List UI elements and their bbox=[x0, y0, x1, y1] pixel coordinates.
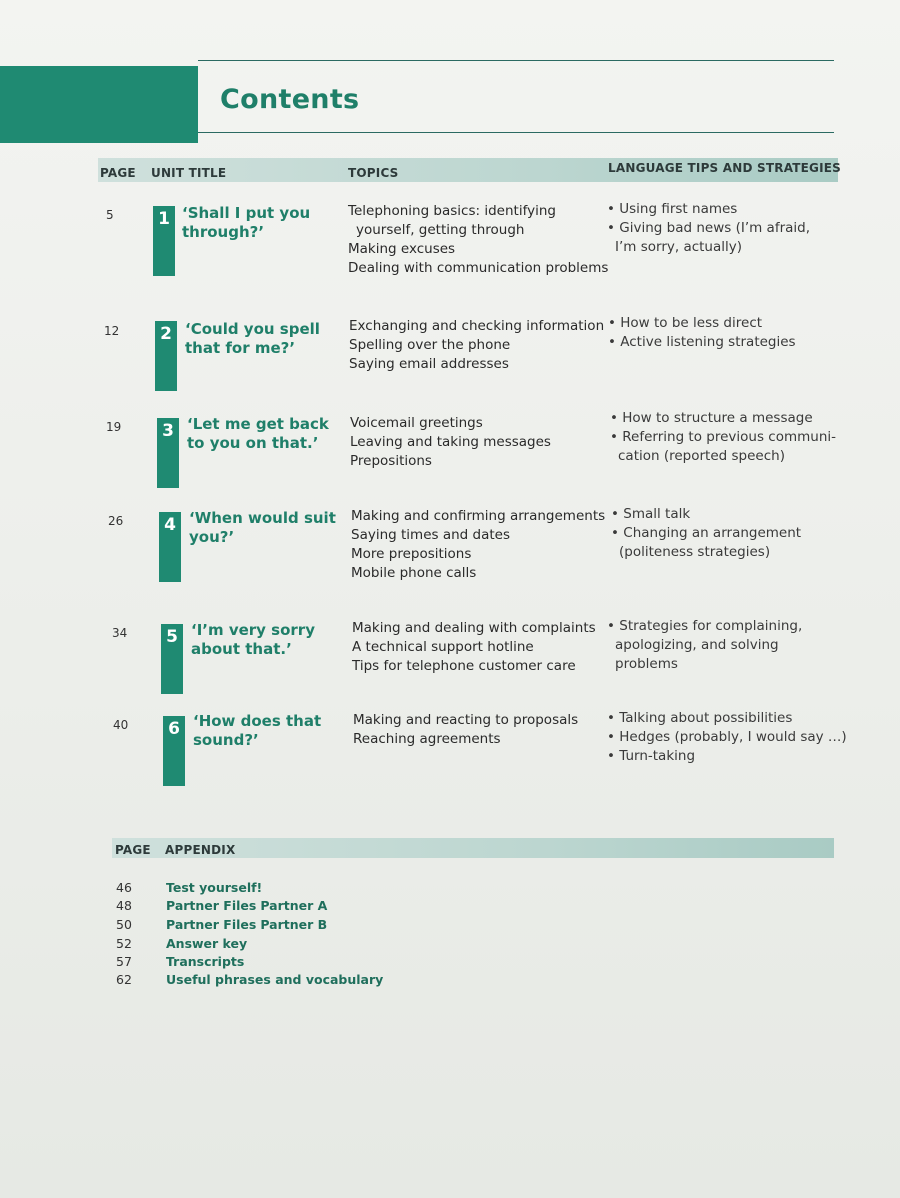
unit-topics bbox=[353, 711, 613, 749]
tip-item: • Giving bad news (I’m afraid, bbox=[607, 219, 847, 238]
appendix-title-text: Test yourself! bbox=[166, 880, 263, 895]
appendix-title[interactable] bbox=[166, 936, 247, 951]
unit-number-badge bbox=[155, 321, 177, 391]
topic-item: Leaving and taking messages bbox=[350, 434, 551, 450]
unit-topics bbox=[351, 507, 611, 583]
topic-item: Dealing with communication problems bbox=[348, 260, 609, 276]
topic-item: Saying email addresses bbox=[349, 356, 509, 372]
header-rule-top bbox=[198, 60, 834, 61]
appendix-title-text: Answer key bbox=[166, 936, 248, 951]
tip-item: • Small talk bbox=[611, 505, 851, 524]
tip-item: • Strategies for complaining, bbox=[607, 617, 847, 636]
unit-number: 6 bbox=[168, 719, 180, 739]
unit-tips bbox=[607, 709, 847, 766]
appendix-item[interactable] bbox=[0, 972, 900, 990]
appendix-title-text: Transcripts bbox=[166, 954, 245, 969]
unit-number: 2 bbox=[160, 324, 172, 344]
topic-item: A technical support hotline bbox=[352, 639, 534, 655]
appendix-title-text: Partner Files bbox=[166, 898, 257, 913]
unit-topics bbox=[350, 414, 610, 471]
topic-item: Making and dealing with complaints bbox=[352, 620, 596, 636]
unit-page-number: 19 bbox=[106, 420, 122, 434]
appendix-title[interactable] bbox=[166, 880, 262, 895]
column-header-tips: LANGUAGE TIPS AND STRATEGIES bbox=[608, 161, 842, 175]
unit-tips bbox=[607, 617, 847, 674]
tip-item-continued: (politeness strategies) bbox=[619, 544, 771, 560]
unit-title-line: sound?’ bbox=[193, 731, 259, 749]
appendix-title-text: Useful phrases and vocabulary bbox=[166, 972, 384, 987]
appendix-page-number: 50 bbox=[116, 917, 132, 932]
tip-item-continued: apologizing, and solving bbox=[615, 637, 779, 653]
appendix-item[interactable] bbox=[0, 898, 900, 916]
unit-tips bbox=[610, 409, 850, 466]
unit-title-line: about that.’ bbox=[191, 640, 292, 658]
unit-title[interactable] bbox=[193, 712, 353, 750]
topic-item: Reaching agreements bbox=[353, 731, 501, 747]
tip-item: • Using first names bbox=[607, 200, 847, 219]
unit-page-number: 12 bbox=[104, 324, 120, 338]
unit-number-badge bbox=[163, 716, 185, 786]
unit-number: 3 bbox=[162, 421, 174, 441]
unit-title-line: you?’ bbox=[189, 528, 235, 546]
column-header-page: PAGE bbox=[100, 166, 136, 180]
appendix-title[interactable] bbox=[166, 954, 244, 969]
unit-page-number: 34 bbox=[112, 626, 128, 640]
topic-item: Exchanging and checking information bbox=[349, 318, 605, 334]
appendix-header-bar bbox=[112, 838, 834, 858]
unit-title-line: that for me?’ bbox=[185, 339, 296, 357]
header-rule-bottom bbox=[198, 132, 834, 133]
appendix-header-page: PAGE bbox=[115, 843, 151, 857]
unit-title-line: ‘Let me get back bbox=[187, 415, 329, 433]
unit-title-line: ‘When would suit bbox=[189, 509, 336, 527]
appendix-item[interactable] bbox=[0, 880, 900, 898]
unit-number-badge bbox=[153, 206, 175, 276]
tip-item: • Referring to previous communi- bbox=[610, 428, 850, 447]
unit-number: 5 bbox=[166, 627, 178, 647]
appendix-item[interactable] bbox=[0, 917, 900, 935]
appendix-page-number: 57 bbox=[116, 954, 132, 969]
unit-title[interactable] bbox=[185, 320, 345, 358]
unit-title-line: ‘How does that bbox=[193, 712, 322, 730]
appendix-title[interactable] bbox=[166, 917, 327, 932]
unit-page-number: 40 bbox=[113, 718, 129, 732]
unit-number-badge bbox=[157, 418, 179, 488]
unit-title[interactable] bbox=[191, 621, 351, 659]
unit-number-badge bbox=[161, 624, 183, 694]
appendix-item[interactable] bbox=[0, 954, 900, 972]
title-color-block bbox=[0, 66, 198, 143]
appendix-item[interactable] bbox=[0, 936, 900, 954]
unit-title-line: through?’ bbox=[182, 223, 265, 241]
topic-item: Tips for telephone customer care bbox=[352, 658, 576, 674]
unit-number-badge bbox=[159, 512, 181, 582]
unit-title-line: ‘I’m very sorry bbox=[191, 621, 315, 639]
tip-item: • Hedges (probably, I would say …) bbox=[607, 728, 847, 747]
appendix-title-text: Partner Files bbox=[166, 917, 257, 932]
page-title: Contents bbox=[220, 84, 360, 115]
appendix-page-number: 48 bbox=[116, 898, 132, 913]
topic-item: Telephoning basics: identifying bbox=[348, 203, 556, 219]
unit-topics bbox=[349, 317, 609, 374]
unit-title-line: ‘Shall I put you bbox=[182, 204, 311, 222]
unit-page-number: 5 bbox=[106, 208, 114, 222]
tip-item: • Talking about possibilities bbox=[607, 709, 847, 728]
unit-tips bbox=[611, 505, 851, 562]
topic-item: Prepositions bbox=[350, 453, 432, 469]
tip-item: • Active listening strategies bbox=[608, 333, 848, 352]
unit-title[interactable] bbox=[187, 415, 347, 453]
tip-item: • Turn-taking bbox=[607, 747, 847, 766]
unit-page-number: 26 bbox=[108, 514, 124, 528]
tip-item-continued: problems bbox=[615, 656, 678, 672]
unit-title-line: to you on that.’ bbox=[187, 434, 319, 452]
appendix-subtitle: Partner B bbox=[260, 917, 328, 932]
appendix-title[interactable] bbox=[166, 898, 327, 913]
appendix-subtitle: Partner A bbox=[260, 898, 328, 913]
unit-title[interactable] bbox=[182, 204, 342, 242]
column-header-topics: TOPICS bbox=[348, 166, 399, 180]
appendix-title[interactable] bbox=[166, 972, 383, 987]
topic-item: Making and reacting to proposals bbox=[353, 712, 579, 728]
topic-item: Mobile phone calls bbox=[351, 565, 477, 581]
topic-item: Making excuses bbox=[348, 241, 456, 257]
unit-tips bbox=[608, 314, 848, 352]
appendix-header-label: APPENDIX bbox=[165, 843, 236, 857]
topic-item: Making and confirming arrangements bbox=[351, 508, 606, 524]
column-header-unit-title: UNIT TITLE bbox=[151, 166, 227, 180]
unit-number: 1 bbox=[158, 209, 170, 229]
topic-item: Voicemail greetings bbox=[350, 415, 483, 431]
column-header-bar bbox=[98, 158, 842, 182]
unit-title[interactable] bbox=[189, 509, 349, 547]
tip-item-continued: cation (reported speech) bbox=[618, 448, 785, 464]
unit-topics bbox=[352, 619, 612, 676]
topic-item: yourself, getting through bbox=[356, 222, 525, 238]
tip-item: • How to structure a message bbox=[610, 409, 850, 428]
unit-title-line: ‘Could you spell bbox=[185, 320, 320, 338]
tip-item: • Changing an arrangement bbox=[611, 524, 851, 543]
topic-item: More prepositions bbox=[351, 546, 472, 562]
topic-item: Spelling over the phone bbox=[349, 337, 511, 353]
tip-item: • How to be less direct bbox=[608, 314, 848, 333]
unit-number: 4 bbox=[164, 515, 176, 535]
appendix-page-number: 46 bbox=[116, 880, 132, 895]
unit-topics bbox=[348, 202, 608, 278]
topic-item: Saying times and dates bbox=[351, 527, 510, 543]
unit-tips bbox=[607, 200, 847, 257]
appendix-page-number: 52 bbox=[116, 936, 132, 951]
tip-item-continued: I’m sorry, actually) bbox=[615, 239, 743, 255]
appendix-page-number: 62 bbox=[116, 972, 132, 987]
